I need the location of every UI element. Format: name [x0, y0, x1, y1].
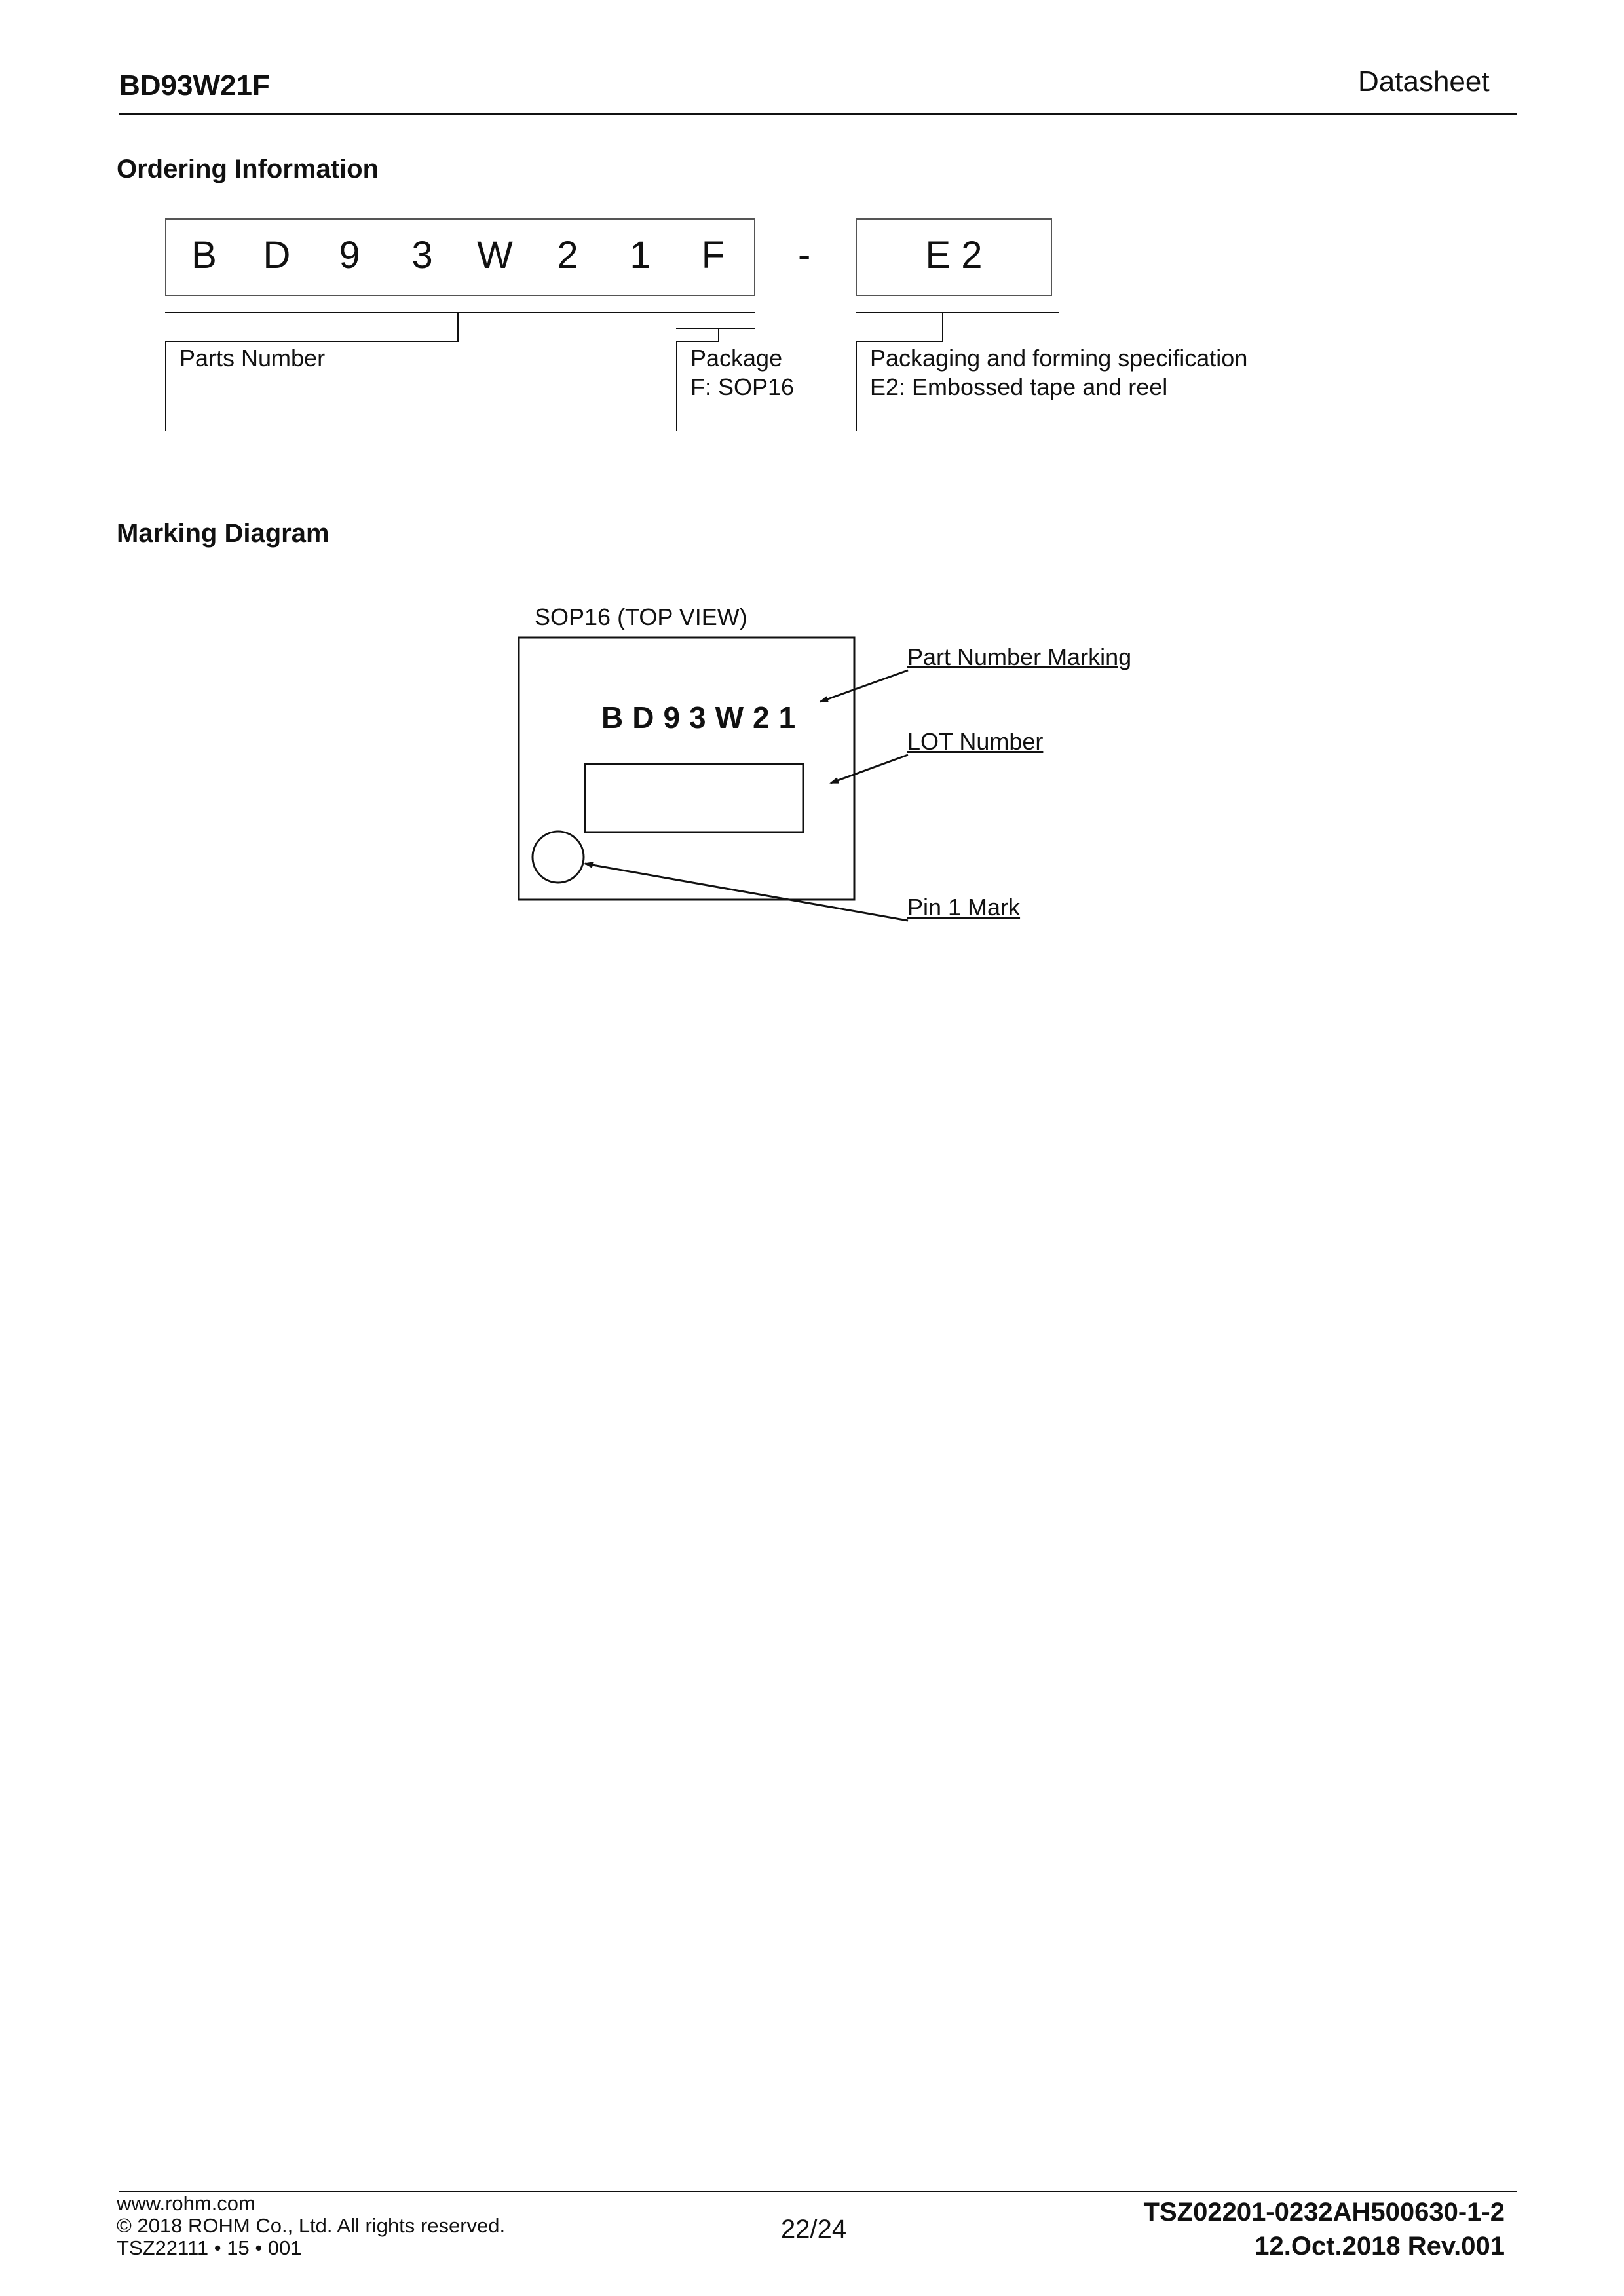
footer-page-number: 22/24	[781, 2215, 847, 2244]
header-part-number: BD93W21F	[119, 69, 270, 102]
footer-website[interactable]: www.rohm.com	[117, 2192, 255, 2215]
package-label: Package	[690, 345, 783, 372]
code-char: 9	[339, 234, 360, 277]
code-char: 3	[411, 234, 433, 277]
code-char: 2	[557, 234, 578, 277]
code-char: F	[701, 234, 725, 277]
header-doc-type: Datasheet	[1358, 66, 1490, 98]
parts-number-label: Parts Number	[179, 345, 326, 372]
footer-divider	[119, 2191, 1517, 2192]
marking-title: Marking Diagram	[117, 519, 330, 548]
code-char: B	[191, 234, 217, 277]
pin1-mark	[533, 832, 584, 883]
callout-lot-number: LOT Number	[907, 728, 1044, 755]
lot-number-box	[585, 764, 803, 832]
footer-copyright: © 2018 ROHM Co., Ltd. All rights reserved.	[117, 2214, 506, 2237]
part-marking-leader	[820, 670, 908, 702]
code-char: D	[263, 234, 291, 277]
part-number-marking: BD93W21	[601, 700, 805, 735]
package-value: F: SOP16	[690, 373, 795, 400]
callout-part-number-marking: Part Number Marking	[907, 643, 1132, 670]
ordering-title: Ordering Information	[117, 155, 379, 183]
footer-revision: 12.Oct.2018 Rev.001	[1255, 2232, 1505, 2261]
lot-number-leader	[831, 755, 908, 783]
code-char: W	[477, 234, 513, 277]
pin1-leader	[585, 864, 908, 921]
footer-doc-code: TSZ02201-0232AH500630-1-2	[1143, 2198, 1505, 2227]
footer-tsz-code: TSZ22111 • 15 • 001	[117, 2236, 302, 2259]
packaging-value: E2: Embossed tape and reel	[870, 373, 1168, 400]
callout-pin1-mark: Pin 1 Mark	[907, 894, 1021, 921]
code-char: 1	[630, 234, 651, 277]
top-view-label: SOP16 (TOP VIEW)	[535, 603, 747, 630]
packaging-label: Packaging and forming specification	[870, 345, 1248, 372]
suffix-code: E 2	[925, 234, 983, 277]
code-dash: -	[798, 234, 811, 277]
